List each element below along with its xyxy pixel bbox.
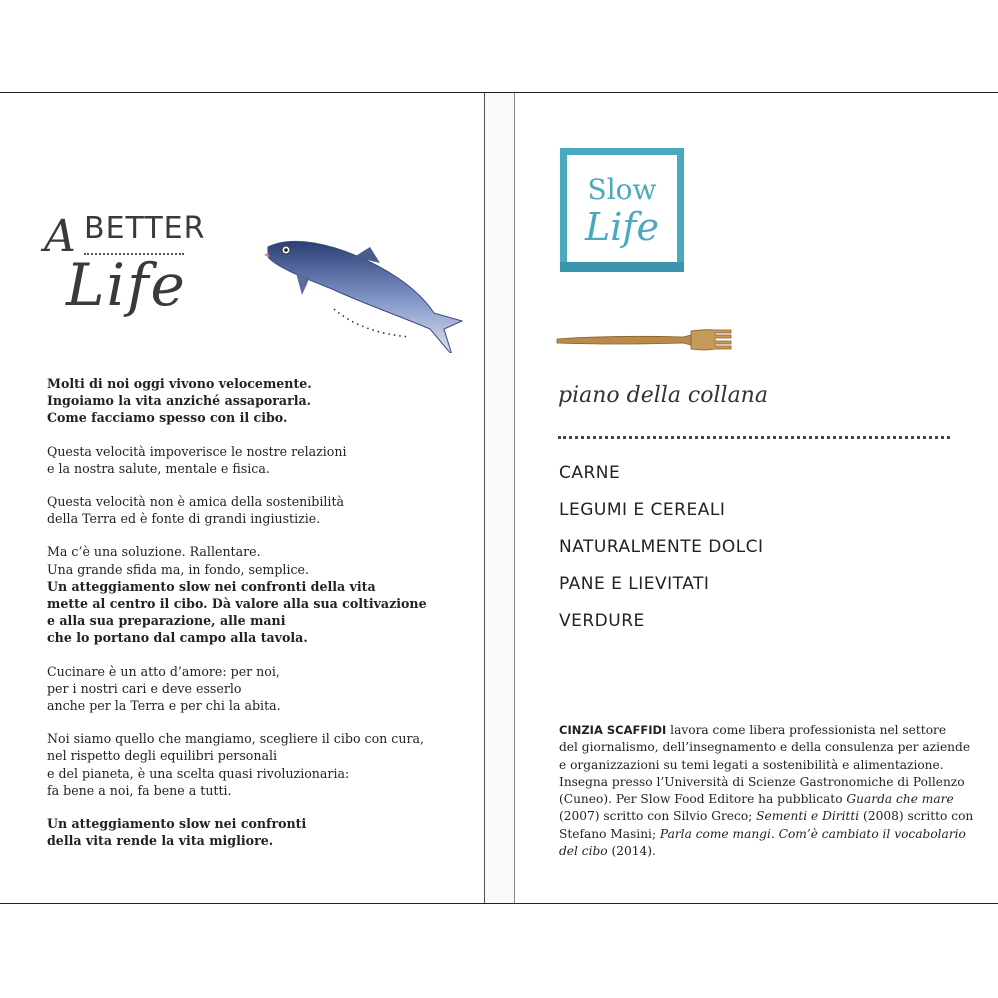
fork-illustration xyxy=(555,325,735,355)
text-span: (2014). xyxy=(607,844,656,859)
text-line: nel rispetto degli equilibri personali xyxy=(47,748,278,764)
text-line xyxy=(559,808,974,825)
book-spread xyxy=(0,92,998,904)
title-a: A xyxy=(44,211,76,262)
text-line: Insegna presso l’Università di Scienze Gastronomiche di Pollenzo xyxy=(559,774,965,789)
paragraph xyxy=(47,730,424,799)
text-line xyxy=(559,791,954,808)
fish-illustration xyxy=(262,233,472,353)
series-item: PANE E LIEVITATI xyxy=(559,574,710,594)
series-item: LEGUMI E CEREALI xyxy=(559,500,726,520)
slow-life-logo xyxy=(560,148,684,272)
paragraph xyxy=(47,543,427,646)
text-line: mette al centro il cibo. Dà valore alla sua coltivazione xyxy=(47,596,427,612)
series-item: NATURALMENTE DOLCI xyxy=(559,537,764,557)
author-name: CINZIA SCAFFIDI xyxy=(559,723,667,737)
text-line: Questa velocità non è amica della sostenibilità xyxy=(47,494,345,510)
text-line: Un atteggiamento slow nei confronti xyxy=(47,816,307,832)
text-line: Questa velocità impoverisce le nostre relazioni xyxy=(47,443,347,459)
title-life: Life xyxy=(66,251,187,319)
text-line: che lo portano dal campo alla tavola. xyxy=(47,630,308,646)
right-page xyxy=(515,93,998,903)
text-line xyxy=(559,722,949,739)
text-line: Una grande sfida ma, in fondo, semplice. xyxy=(47,561,309,577)
text-line: anche per la Terra e per chi la abita. xyxy=(47,698,281,714)
text-line: e organizzazioni su temi legati a sostenibilità e alimentazione. xyxy=(559,757,944,772)
paragraph xyxy=(47,663,407,715)
series-item: VERDURE xyxy=(559,611,645,631)
left-page xyxy=(0,93,485,903)
book-title: Parla come mangi. Com’è cambiato il vocabolario xyxy=(659,826,966,841)
series-item: CARNE xyxy=(559,463,621,483)
text-line: Un atteggiamento slow nei confronti della vita xyxy=(47,578,376,594)
intro-text xyxy=(47,375,427,865)
text-line: e alla sua preparazione, alle mani xyxy=(47,613,286,629)
text-line xyxy=(559,826,966,843)
book-gutter xyxy=(485,93,515,903)
book-title: Guarda che mare xyxy=(846,792,954,807)
title-better: BETTER xyxy=(84,211,206,246)
paragraph xyxy=(47,443,407,477)
text-line: e del pianeta, è una scelta quasi rivoluzionaria: xyxy=(47,765,350,781)
paragraph xyxy=(47,493,407,527)
book-title: del cibo xyxy=(559,844,608,859)
logo-life: Life xyxy=(585,205,659,249)
text-line xyxy=(559,843,949,860)
page-title xyxy=(44,201,214,331)
text-span: (2007) scritto con Silvio Greco; xyxy=(559,809,757,824)
text-line: Noi siamo quello che mangiamo, scegliere il cibo con cura, xyxy=(47,731,424,747)
series-title: piano della collana xyxy=(558,383,768,408)
author-bio xyxy=(559,722,974,860)
text-line: del giornalismo, dell’insegnamento e della consulenza per aziende xyxy=(559,740,971,755)
text-line: e la nostra salute, mentale e fisica. xyxy=(47,460,270,476)
text-line: Ma c’è una soluzione. Rallentare. xyxy=(47,544,261,560)
text-line: Ingoiamo la vita anziché assaporarla. xyxy=(47,393,312,409)
text-line: fa bene a noi, fa bene a tutti. xyxy=(47,782,232,798)
text-span: Stefano Masini; xyxy=(559,826,660,841)
text-line: Molti di noi oggi vivono velocemente. xyxy=(47,376,312,391)
text-line: della vita rende la vita migliore. xyxy=(47,833,274,849)
text-span: (Cuneo). Per Slow Food Editore ha pubblicato xyxy=(559,792,847,807)
logo-slow: Slow xyxy=(587,173,657,206)
series-list xyxy=(559,455,764,640)
text-span: lavora come libera professionista nel settore xyxy=(666,723,947,737)
text-line: per i nostri cari e deve esserlo xyxy=(47,680,242,696)
text-line: della Terra ed è fonte di grandi ingiustizie. xyxy=(47,511,321,527)
text-line: Cucinare è un atto d’amore: per noi, xyxy=(47,663,280,679)
paragraph xyxy=(47,815,407,849)
paragraph xyxy=(47,375,407,427)
book-title: Sementi e Diritti xyxy=(756,809,860,824)
series-divider xyxy=(558,436,950,439)
text-line: Come facciamo spesso con il cibo. xyxy=(47,410,288,426)
text-span: (2008) scritto con xyxy=(859,809,974,824)
